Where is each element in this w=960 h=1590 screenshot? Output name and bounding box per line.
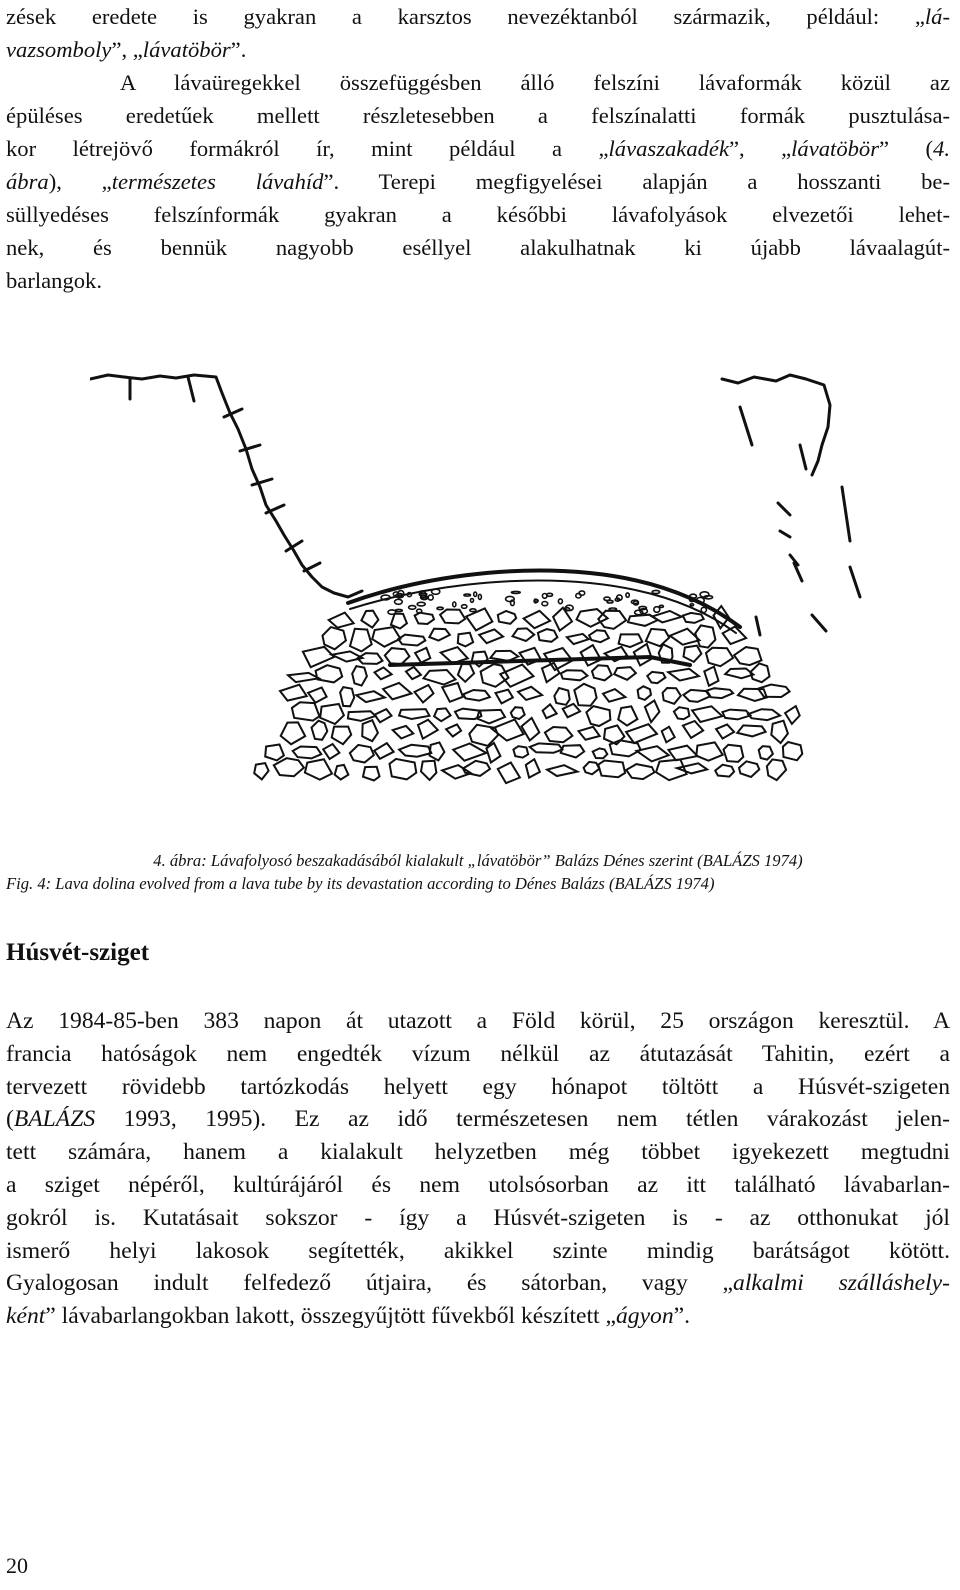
rubble-block xyxy=(530,743,563,752)
rubble-block xyxy=(415,685,434,703)
rubble-block xyxy=(563,704,580,718)
rubble-block xyxy=(706,648,733,666)
rubble-block xyxy=(320,704,344,724)
pebble xyxy=(437,607,443,609)
rubble-block xyxy=(308,688,327,703)
text-line: nek, és bennük nagyobb eséllyel alakulhatnak ki újabb lávaalagút- xyxy=(6,235,950,260)
rubble-block xyxy=(683,690,710,702)
text-line: barlangok. xyxy=(6,268,102,293)
pebble xyxy=(409,606,416,610)
pebble xyxy=(422,598,427,600)
figure-caption-hungarian: 4. ábra: Lávafolyosó beszakadásából kialakult „lávatöbör” Balázs Dénes szerint (BALÁZS 1974) xyxy=(153,851,803,870)
rubble-block xyxy=(479,629,503,643)
rubble-block xyxy=(638,686,651,700)
rubble-block xyxy=(545,727,573,742)
rubble-block xyxy=(716,724,734,738)
right-wall-line xyxy=(722,375,830,475)
rubble-block xyxy=(398,635,425,646)
rubble-block xyxy=(626,764,654,779)
rubble-block xyxy=(598,761,625,778)
text-line: francia hatóságok nem engedték vízum nélkül az átutazását Tahitin, ezért a xyxy=(6,1040,950,1067)
rubble-block xyxy=(704,667,718,686)
rubble-block xyxy=(547,765,577,776)
rubble-block xyxy=(695,625,715,647)
figure-caption-english: Fig. 4: Lava dolina evolved from a lava tube by its devastation according to Dénes Balázs (BALÁZS 1974) xyxy=(6,874,715,893)
rubble-block xyxy=(312,721,328,740)
rubble-block xyxy=(486,743,500,763)
rubble-block xyxy=(323,744,339,759)
pebble xyxy=(607,600,613,603)
rubble-block xyxy=(522,718,540,741)
pebble xyxy=(464,594,471,596)
text-line: zések eredete is gyakran a karsztos nevezéktanból származik, például: „lá- xyxy=(6,4,950,29)
pebble xyxy=(652,590,660,593)
rubble-block xyxy=(561,745,585,757)
rubble-block xyxy=(692,706,722,722)
rubble-block xyxy=(329,613,354,628)
rubble-block xyxy=(785,706,800,724)
rubble-block xyxy=(758,685,790,698)
rubble-block xyxy=(429,629,450,641)
rubble-block xyxy=(634,644,652,666)
pebble xyxy=(558,599,562,604)
rubble-block xyxy=(500,665,533,687)
rubble-block xyxy=(340,687,354,706)
rubble-block xyxy=(511,707,525,719)
rubble-block xyxy=(586,706,610,726)
rubble-block xyxy=(619,634,643,647)
rubble-block xyxy=(442,683,463,702)
pebble xyxy=(626,593,629,597)
rubble-block xyxy=(280,685,307,701)
rubble-block xyxy=(543,704,557,718)
text-line: süllyedéses felszínformák gyakran a későbbi lávafolyások elvezetői lehet- xyxy=(6,202,950,227)
rubble-block xyxy=(707,688,733,698)
rubble-block xyxy=(683,721,703,738)
pebble xyxy=(690,604,693,606)
rubble-block xyxy=(383,683,411,699)
rubble-block xyxy=(561,670,588,680)
rubble-block xyxy=(554,688,569,705)
rubble-block xyxy=(614,667,636,680)
pebble xyxy=(453,602,456,607)
text-line: vazsomboly”, „lávatöbör”. xyxy=(6,37,247,62)
rubble-block xyxy=(723,627,747,645)
rubble-block xyxy=(399,745,431,757)
rubble-block xyxy=(581,645,601,666)
rubble-block xyxy=(618,706,637,725)
rubble-block xyxy=(363,767,380,781)
lava-dolina-drawing xyxy=(90,365,910,785)
text-line: tervezett rövidebb tartózkodás helyett egy hónapot töltött a Húsvét-szigeten xyxy=(6,1073,950,1100)
rubble-block xyxy=(352,666,367,686)
rubble-block xyxy=(646,629,669,646)
intro-paragraph xyxy=(6,0,950,297)
text-line: (BALÁZS 1993, 1995). Ez az idő természetesen nem tétlen várakozást jelen- xyxy=(6,1106,950,1133)
rubble-block xyxy=(524,611,551,628)
rubble-block xyxy=(418,720,438,739)
rubble-block xyxy=(759,746,773,760)
pebble xyxy=(609,608,617,610)
pebble xyxy=(428,595,433,600)
pebble xyxy=(474,592,477,596)
rubble-block xyxy=(567,634,589,644)
rubble-block xyxy=(584,762,600,774)
pebble xyxy=(388,610,396,614)
rubble-block xyxy=(677,763,707,773)
rubble-block xyxy=(399,709,429,719)
rubble-block xyxy=(361,611,378,628)
rubble-block xyxy=(406,667,421,679)
rubble-block xyxy=(496,690,513,704)
rubble-block xyxy=(767,759,786,780)
rubble-block xyxy=(722,710,750,720)
rubble-block xyxy=(542,663,560,682)
rubble-block xyxy=(526,759,540,777)
pebble xyxy=(506,596,515,601)
rubble-block xyxy=(463,761,490,776)
text-line: A lávaüregekkel összefüggésben álló felszíni lávaformák közül az xyxy=(120,70,950,95)
rubble-block xyxy=(662,727,675,743)
rubble-block xyxy=(390,759,417,780)
rubble-block xyxy=(348,711,376,721)
rubble-block xyxy=(674,707,690,719)
rubble-block xyxy=(434,708,451,721)
rubble-block xyxy=(281,722,306,744)
easter-island-paragraph xyxy=(6,1005,950,1333)
rubble-block xyxy=(783,742,802,760)
rubble-block xyxy=(603,689,625,702)
rubble-block xyxy=(725,669,753,679)
pebble xyxy=(462,605,467,609)
rubble-block xyxy=(513,628,535,641)
text-line: Gyalogosan indult felfedező útjaira, és sátorban, vagy „alkalmi szálláshely- xyxy=(6,1270,950,1297)
rubble-block xyxy=(446,724,461,736)
rubble-block xyxy=(303,647,334,667)
pebble xyxy=(511,591,520,593)
rubble-block xyxy=(430,742,445,760)
pebble xyxy=(701,607,706,612)
text-line: ismerő helyi lakosok segítették, akikkel szinte mindig barátságot kötött. xyxy=(6,1237,950,1264)
rubble-block xyxy=(670,629,700,645)
rubble-block xyxy=(453,744,486,761)
rubble-block xyxy=(305,759,332,779)
text-line: Az 1984-85-ben 383 napon át utazott a Föld körül, 25 országon keresztül. A xyxy=(6,1008,950,1034)
rubble-block xyxy=(463,690,490,701)
rubble-block xyxy=(490,651,518,661)
rubble-block xyxy=(374,743,393,759)
pebble xyxy=(432,589,440,594)
rubble-block xyxy=(498,611,516,624)
rubble-block xyxy=(663,688,681,704)
rubble-block xyxy=(415,613,434,624)
rubble-block xyxy=(593,748,608,758)
text-line: épüléses eredetűek mellett részletesebben a felszínalatti formák pusztulása- xyxy=(6,103,950,128)
rubble-block xyxy=(538,629,558,642)
rubble-block xyxy=(724,745,744,762)
pebble xyxy=(470,609,476,612)
page-number: 20 xyxy=(6,1553,28,1578)
rubble-block xyxy=(332,727,352,745)
pebble xyxy=(654,607,660,613)
pebble xyxy=(478,594,481,599)
rubble-block xyxy=(372,627,400,647)
rubble-block xyxy=(739,761,759,777)
lava-dolina-figure xyxy=(90,365,910,785)
rubble-block xyxy=(696,742,722,760)
rubble-block xyxy=(458,664,474,682)
rubble-block xyxy=(513,746,528,757)
rubble-block xyxy=(335,765,349,780)
rubble-block xyxy=(737,725,765,736)
text-line: gokról is. Kutatásait sokszor - így a Húsvét-szigeten is - az otthonukat jól xyxy=(6,1204,950,1231)
rubble-block xyxy=(288,673,319,682)
rubble-block xyxy=(715,765,734,777)
rubble-block xyxy=(362,720,378,741)
rubble-block xyxy=(748,709,780,720)
text-line: a sziget népéről, kultúrájáról és nem utolsósorban az itt található lávabarlan- xyxy=(6,1171,950,1198)
rubble-block xyxy=(684,646,702,662)
rubble-block xyxy=(498,763,520,784)
section-heading: Húsvét-sziget xyxy=(6,939,150,966)
rubble-block xyxy=(323,627,346,649)
rubble-block xyxy=(316,665,343,682)
rubble-block xyxy=(332,651,363,661)
rubble-block xyxy=(393,726,414,739)
text-line: kor létrejövő formákról ír, mint például a „lávaszakadék”, „lávatöbör” (4. xyxy=(6,136,950,161)
rubble-block xyxy=(292,702,320,720)
rubble-block xyxy=(350,629,372,652)
rubble-block xyxy=(458,633,473,647)
rubble-block xyxy=(637,746,669,761)
rubble-block xyxy=(626,724,657,743)
rubble-block xyxy=(610,740,641,756)
pebble xyxy=(417,602,425,606)
rubble-block xyxy=(415,648,430,663)
rubble-block xyxy=(440,610,465,624)
rubble-block xyxy=(592,665,612,680)
rubble-block xyxy=(293,747,322,759)
rubble-block xyxy=(254,763,268,779)
rubble-block xyxy=(274,758,304,776)
rubble-block xyxy=(421,761,436,780)
pebble xyxy=(659,605,663,607)
rubble-block xyxy=(668,669,699,681)
pebble xyxy=(395,599,403,604)
rubble-block xyxy=(574,684,596,706)
rubble-block xyxy=(771,721,788,743)
rubble-block xyxy=(589,630,609,642)
rubble-block xyxy=(683,613,704,623)
rubble-block xyxy=(645,701,660,723)
rubble-block xyxy=(265,745,284,761)
text-line: tett számára, hanem a kialakult helyzetben még többet igyekezett megtudni xyxy=(6,1139,950,1166)
rubble-blocks xyxy=(254,606,802,783)
rubble-block xyxy=(375,667,392,679)
rubble-block xyxy=(356,691,384,702)
rubble-block xyxy=(385,648,410,664)
rubble-block xyxy=(481,664,509,687)
pebble xyxy=(542,602,548,606)
rubble-block xyxy=(518,687,542,700)
rubble-block xyxy=(750,663,769,682)
rubble-block xyxy=(734,647,761,665)
rubble-block xyxy=(669,746,698,761)
rubble-block xyxy=(424,670,456,685)
pebble xyxy=(417,609,422,613)
text-line: ként” lávabarlangokban lakott, összegyűjtött fűvekből készített „ágyon”. xyxy=(6,1303,691,1330)
rubble-block xyxy=(350,745,374,763)
pebble xyxy=(471,599,474,603)
rubble-block xyxy=(375,709,392,722)
text-line: ábra), „természetes lávahíd”. Terepi megfigyelései alapján a hosszanti be- xyxy=(6,169,950,194)
pebble-speckles xyxy=(381,589,712,615)
rubble-block xyxy=(579,727,600,740)
rubble-block xyxy=(647,672,665,683)
